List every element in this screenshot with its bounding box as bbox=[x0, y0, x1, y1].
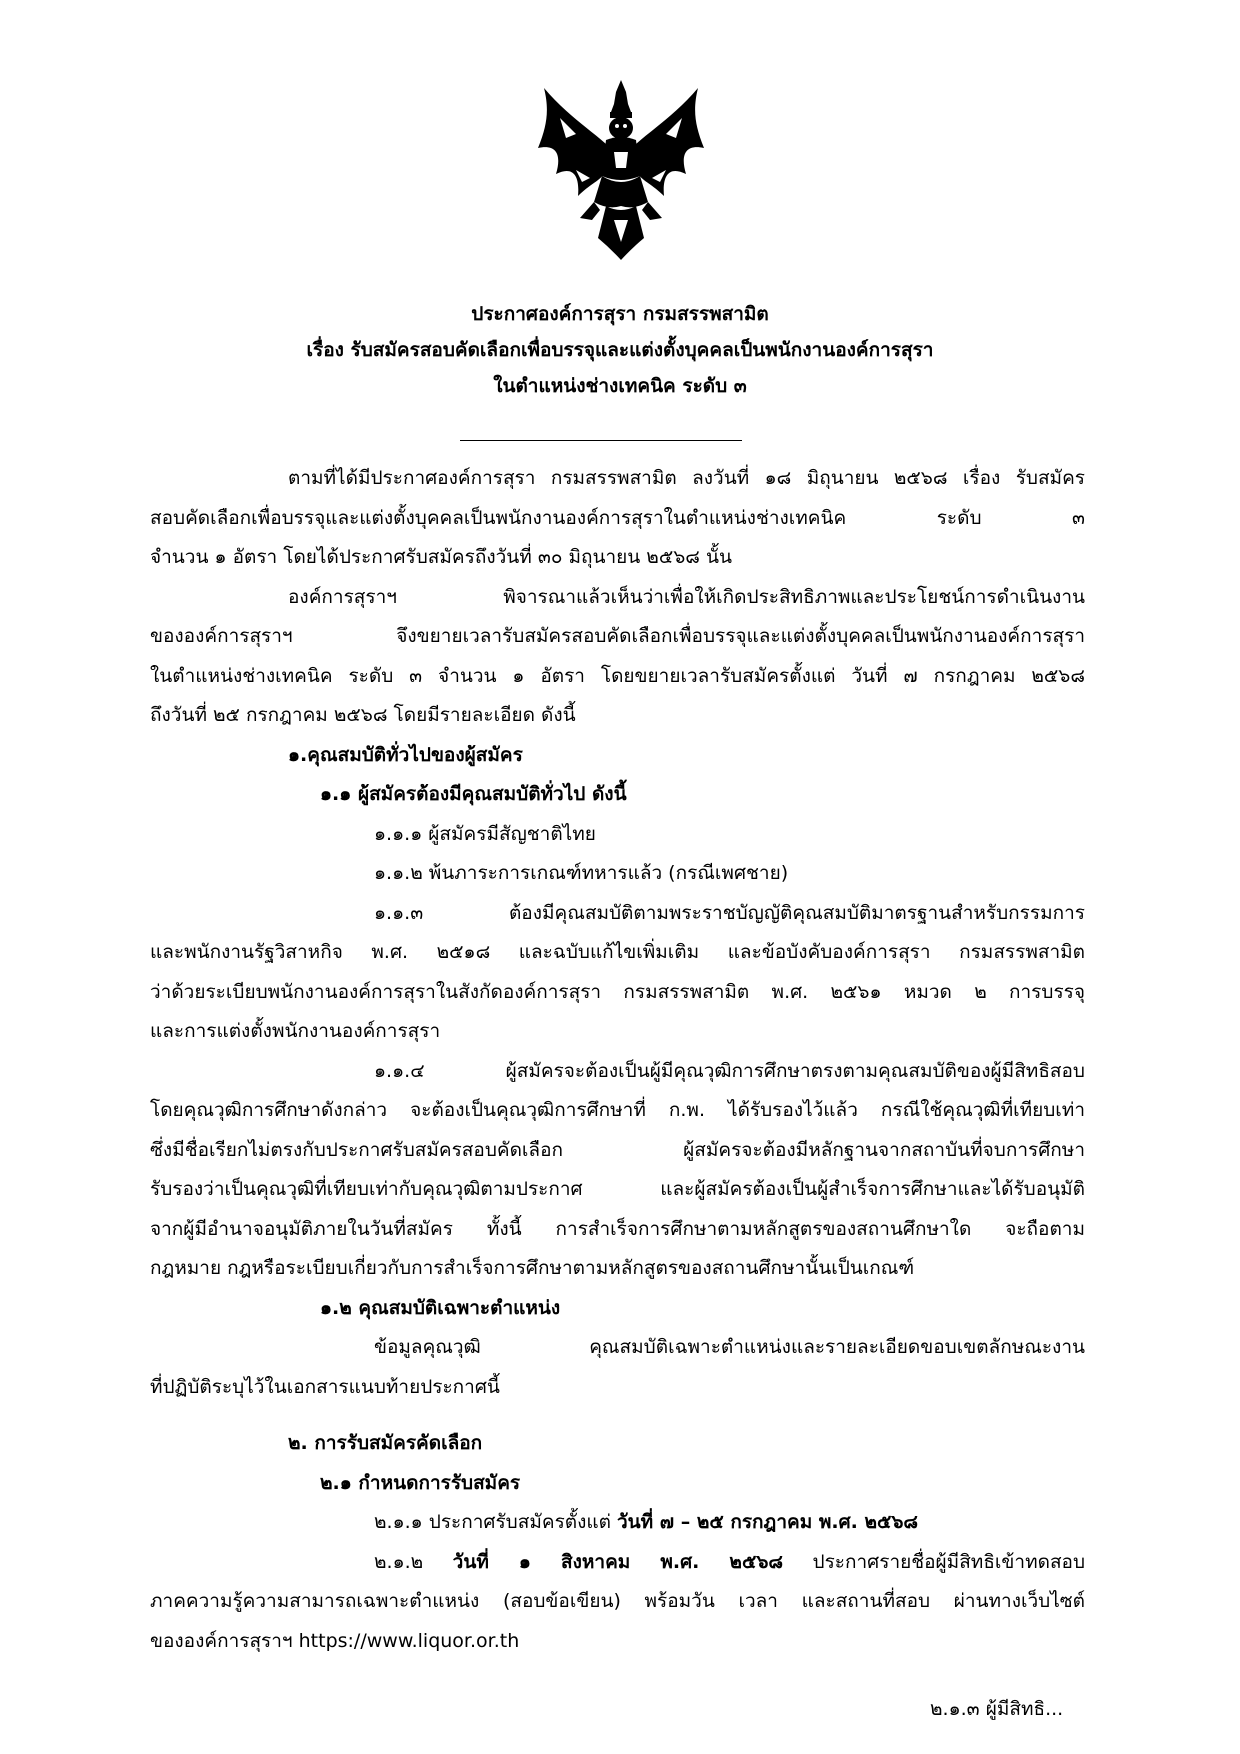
paragraph-line: ที่ปฏิบัติระบุไว้ในเอกสารแนบท้ายประกาศนี้ bbox=[150, 1376, 500, 1398]
subsection-heading: ๑.๒ คุณสมบัติเฉพาะตำแหน่ง bbox=[320, 1297, 561, 1319]
list-item: ๑.๑.๓ ต้องมีคุณสมบัติตามพระราชบัญญัติคุณสมบัติมาตรฐานสำหรับกรรมการ bbox=[374, 902, 1085, 924]
item-number: ๒.๑.๒ bbox=[374, 1551, 453, 1573]
item-date: วันที่ ๑ สิงหาคม พ.ศ. ๒๕๖๘ bbox=[452, 1551, 784, 1573]
title-divider bbox=[460, 440, 742, 441]
paragraph-line: และการแต่งตั้งพนักงานองค์การสุรา bbox=[150, 1020, 441, 1042]
paragraph-line: ซึ่งมีชื่อเรียกไม่ตรงกับประกาศรับสมัครสอบคัดเลือก ผู้สมัครจะต้องมีหลักฐานจากสถาบันที่จบการศึกษา bbox=[150, 1139, 1085, 1161]
paragraph-line: จากผู้มีอำนาจอนุมัติภายในวันที่สมัคร ทั้งนี้ การสำเร็จการศึกษาตามหลักสูตรของสถานศึกษาใด จะถือตาม bbox=[150, 1218, 1085, 1240]
announcement-subject: เรื่อง รับสมัครสอบคัดเลือกเพื่อบรรจุและแต่งตั้งบุคคลเป็นพนักงานองค์การสุรา bbox=[306, 339, 934, 361]
paragraph-line: กฎหมาย กฎหรือระเบียบเกี่ยวกับการสำเร็จการศึกษาตามหลักสูตรของสถานศึกษานั้นเป็นเกณฑ์ bbox=[150, 1257, 915, 1279]
item-text: ประกาศรายชื่อผู้มีสิทธิเข้าทดสอบ bbox=[783, 1551, 1086, 1573]
list-item bbox=[374, 1507, 918, 1537]
paragraph-line: องค์การสุราฯ พิจารณาแล้วเห็นว่าเพื่อให้เกิดประสิทธิภาพและประโยชน์การดำเนินงาน bbox=[288, 586, 1085, 608]
section-heading: ๒. การรับสมัครคัดเลือก bbox=[288, 1432, 483, 1454]
announcement-position: ในตำแหน่งช่างเทคนิค ระดับ ๓ bbox=[493, 375, 747, 397]
section-heading: ๑.คุณสมบัติทั่วไปของผู้สมัคร bbox=[288, 744, 523, 766]
page-continuation: ๒.๑.๓ ผู้มีสิทธิ... bbox=[930, 1698, 1064, 1720]
paragraph-line: และพนักงานรัฐวิสาหกิจ พ.ศ. ๒๕๑๘ และฉบับแก้ไขเพิ่มเติม และข้อบังคับองค์การสุรา กรมสรรพสามิต bbox=[150, 941, 1085, 963]
item-text: ๒.๑.๑ ประกาศรับสมัครตั้งแต่ bbox=[374, 1511, 618, 1533]
paragraph-line: ข้อมูลคุณวุฒิ คุณสมบัติเฉพาะตำแหน่งและรายละเอียดขอบเขตลักษณะงาน bbox=[374, 1336, 1085, 1358]
list-item: ๑.๑.๔ ผู้สมัครจะต้องเป็นผู้มีคุณวุฒิการศึกษาตรงตามคุณสมบัติของผู้มีสิทธิสอบ bbox=[374, 1060, 1085, 1082]
paragraph-line: รับรองว่าเป็นคุณวุฒิที่เทียบเท่ากับคุณวุฒิตามประกาศ และผู้สมัครต้องเป็นผู้สำเร็จการศึกษาและได้รับอนุมัติ bbox=[150, 1178, 1085, 1200]
paragraph-line: ภาคความรู้ความสามารถเฉพาะตำแหน่ง (สอบข้อเขียน) พร้อมวัน เวลา และสถานที่สอบ ผ่านทางเว็บไซต์ bbox=[150, 1590, 1085, 1612]
garuda-emblem-icon bbox=[536, 78, 706, 260]
subsection-heading: ๒.๑ กำหนดการรับสมัคร bbox=[320, 1472, 521, 1494]
paragraph-line: ขององค์การสุราฯ จึงขยายเวลารับสมัครสอบคัดเลือกเพื่อบรรจุและแต่งตั้งบุคคลเป็นพนักงานองค์การสุรา bbox=[150, 625, 1085, 647]
list-item: ๑.๑.๒ พ้นภาระการเกณฑ์ทหารแล้ว (กรณีเพศชาย) bbox=[374, 862, 789, 884]
paragraph-line: ถึงวันที่ ๒๕ กรกฎาคม ๒๕๖๘ โดยมีรายละเอียด ดังนี้ bbox=[150, 704, 576, 726]
list-item: ๑.๑.๑ ผู้สมัครมีสัญชาติไทย bbox=[374, 823, 596, 845]
paragraph-line: ว่าด้วยระเบียบพนักงานองค์การสุราในสังกัดองค์การสุรา กรมสรรพสามิต พ.ศ. ๒๕๖๑ หมวด ๒ การบรรจุ bbox=[150, 981, 1085, 1003]
paragraph-line: สอบคัดเลือกเพื่อบรรจุและแต่งตั้งบุคคลเป็นพนักงานองค์การสุราในตำแหน่งช่างเทคนิค ระดับ ๓ bbox=[150, 507, 1085, 529]
paragraph-line: ตามที่ได้มีประกาศองค์การสุรา กรมสรรพสามิต ลงวันที่ ๑๘ มิถุนายน ๒๕๖๘ เรื่อง รับสมัคร bbox=[288, 467, 1085, 489]
announcement-org: ประกาศองค์การสุรา กรมสรรพสามิต bbox=[471, 303, 769, 325]
list-item bbox=[374, 1547, 1085, 1577]
paragraph-line: ขององค์การสุราฯ https://www.liquor.or.th bbox=[150, 1630, 520, 1652]
paragraph-line: จำนวน ๑ อัตรา โดยได้ประกาศรับสมัครถึงวันที่ ๓๐ มิถุนายน ๒๕๖๘ นั้น bbox=[150, 546, 732, 568]
item-date: วันที่ ๗ – ๒๕ กรกฎาคม พ.ศ. ๒๕๖๘ bbox=[617, 1511, 919, 1533]
paragraph-line: โดยคุณวุฒิการศึกษาดังกล่าว จะต้องเป็นคุณวุฒิการศึกษาที่ ก.พ. ได้รับรองไว้แล้ว กรณีใช้คุณวุฒิที่เทียบเท่า bbox=[150, 1099, 1085, 1121]
subsection-heading: ๑.๑ ผู้สมัครต้องมีคุณสมบัติทั่วไป ดังนี้ bbox=[320, 783, 627, 805]
paragraph-line: ในตำแหน่งช่างเทคนิค ระดับ ๓ จำนวน ๑ อัตรา โดยขยายเวลารับสมัครตั้งแต่ วันที่ ๗ กรกฎาคม ๒๕๖๘ bbox=[150, 665, 1085, 687]
